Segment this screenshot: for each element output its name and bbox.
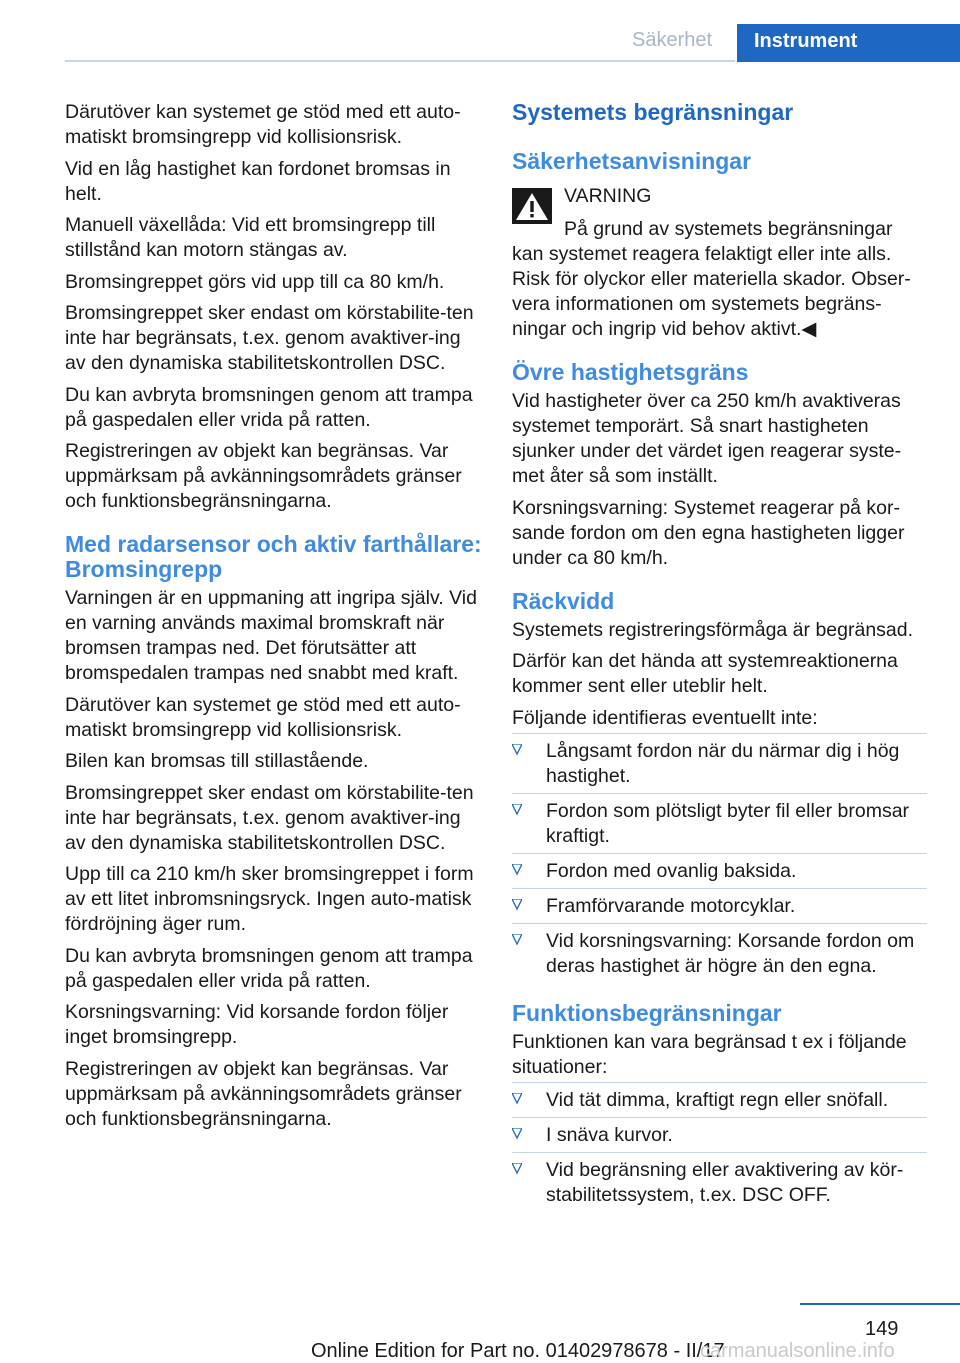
paragraph: Upp till ca 210 km/h sker bromsingreppet i form av ett litet inbromsningsryck. Ingen auto-matisk fördröjning äger rum. xyxy=(65,863,474,935)
header-chapter-tab: Instrument xyxy=(737,24,960,62)
section-heading-radar: Med radarsensor och aktiv farthållare: Bromsingrepp xyxy=(65,531,482,582)
bullet-triangle-icon xyxy=(512,1128,522,1140)
paragraph: Bromsingreppet görs vid upp till ca 80 km/h. xyxy=(65,270,445,293)
list-item-text: Framförvarande motorcyklar. xyxy=(546,894,796,917)
bullet-triangle-icon xyxy=(512,1093,522,1105)
warning-block xyxy=(512,184,927,242)
paragraph: Bromsingreppet sker endast om körstabilite-ten inte har begränsats, t.ex. genom avaktiver-ing av den dynamiska stabilitetskontrollen DSC. xyxy=(65,781,474,854)
page-number-rule xyxy=(800,1303,960,1305)
paragraph: Systemets registreringsförmåga är begränsad. xyxy=(512,618,914,641)
list-item-text: Fordon som plötsligt byter fil eller bromsar kraftigt. xyxy=(546,799,910,847)
list-item xyxy=(512,853,927,888)
paragraph: Vid en låg hastighet kan fordonet bromsas in helt. xyxy=(65,157,451,205)
list-item xyxy=(512,1082,927,1117)
warning-text: kan systemet reagera felaktigt eller inte alls. Risk för olyckor eller materiella skador. Obser-vera informationen om systemets begräns-ningar och ingrip vid behov aktivt.◀ xyxy=(512,243,911,340)
list-item-text: Långsamt fordon när du närmar dig i hög hastighet. xyxy=(546,739,900,787)
paragraph: Korsningsvarning: Vid korsande fordon följer inget bromsingrepp. xyxy=(65,1001,449,1048)
list-item xyxy=(512,733,927,793)
paragraph: Därför kan det hända att systemreaktionerna kommer sent eller uteblir helt. xyxy=(512,650,898,697)
list-item xyxy=(512,923,927,983)
warning-label: VARNING xyxy=(564,185,652,207)
paragraph: Därutöver kan systemet ge stöd med ett auto-matiskt bromsingrepp vid kollisionsrisk. xyxy=(65,693,461,741)
right-column xyxy=(512,100,927,1218)
paragraph: Registreringen av objekt kan begränsas. Var uppmärksam på avkänningsområdets gränser och funktionsbegränsningarna. xyxy=(65,440,462,512)
section-heading-limitations: Systemets begränsningar xyxy=(512,99,794,125)
paragraph: Registreringen av objekt kan begränsas. Var uppmärksam på avkänningsområdets gränser och funktionsbegränsningarna. xyxy=(65,1057,462,1130)
paragraph: Bromsingreppet sker endast om körstabilite-ten inte har begränsats, t.ex. genom avaktiver-ing av den dynamiska stabilitetskontrollen DSC. xyxy=(65,302,474,374)
range-list xyxy=(512,733,927,983)
paragraph: Du kan avbryta bromsningen genom att trampa på gaspedalen eller vrida på ratten. xyxy=(65,383,473,431)
bullet-triangle-icon xyxy=(512,744,522,756)
bullet-triangle-icon xyxy=(512,934,522,946)
online-edition-note: Online Edition for Part no. 01402978678 - II/17 xyxy=(311,1340,725,1362)
section-heading-speed-limit: Övre hastighetsgräns xyxy=(512,359,749,385)
paragraph: Du kan avbryta bromsningen genom att trampa på gaspedalen eller vrida på ratten. xyxy=(65,944,473,992)
paragraph: Varningen är en uppmaning att ingripa själv. Vid en varning används maximal bromskraft när bromsen trampas ned. Det förutsätter att bromspedalen trampas ned snabbt med kraft. xyxy=(65,587,477,684)
paragraph: Korsningsvarning: Systemet reagerar på kor-sande fordon om den egna hastigheten ligger under ca 80 km/h. xyxy=(512,496,905,569)
warning-triangle-icon xyxy=(512,188,552,224)
list-item-text: I snäva kurvor. xyxy=(546,1123,673,1146)
list-item xyxy=(512,888,927,923)
bullet-triangle-icon xyxy=(512,864,522,876)
section-heading-range: Räckvidd xyxy=(512,587,615,614)
list-item-text: Fordon med ovanlig baksida. xyxy=(546,859,797,882)
list-item-text: Vid begränsning eller avaktivering av kör-stabilitetssystem, t.ex. DSC OFF. xyxy=(546,1158,904,1206)
paragraph: Följande identifieras eventuellt inte: xyxy=(512,706,818,729)
paragraph: Bilen kan bromsas till stillastående. xyxy=(65,750,369,772)
watermark: carmanualsonline.info xyxy=(700,1340,895,1362)
page-number: 149 xyxy=(865,1318,899,1340)
header-section-label: Säkerhet xyxy=(632,29,713,51)
paragraph: Funktionen kan vara begränsad t ex i följande situationer: xyxy=(512,1030,907,1078)
list-item xyxy=(512,1117,927,1152)
bullet-triangle-icon xyxy=(512,1163,522,1175)
section-heading-safety: Säkerhetsanvisningar xyxy=(512,148,752,174)
paragraph: Vid hastigheter över ca 250 km/h avaktiveras systemet temporärt. Så snart hastigheten sjunker under det värdet igen reagerar syste-met åter så som inställt. xyxy=(512,390,902,487)
list-item xyxy=(512,793,927,853)
paragraph: Manuell växellåda: Vid ett bromsingrepp till stillstånd kan motorn stängas av. xyxy=(65,214,436,261)
left-column xyxy=(65,100,483,1138)
bullet-triangle-icon xyxy=(512,899,522,911)
bullet-triangle-icon xyxy=(512,804,522,816)
list-item-text: Vid tät dimma, kraftigt regn eller snöfall. xyxy=(546,1088,889,1111)
list-item-text: Vid korsningsvarning: Korsande fordon om deras hastighet är högre än den egna. xyxy=(546,929,915,977)
paragraph: Därutöver kan systemet ge stöd med ett auto-matiskt bromsingrepp vid kollisionsrisk. xyxy=(65,101,461,148)
section-heading-function-limits: Funktionsbegränsningar xyxy=(512,999,782,1026)
warning-first-line: På grund av systemets begränsningar xyxy=(564,218,893,240)
function-list xyxy=(512,1082,927,1212)
list-item xyxy=(512,1152,927,1212)
